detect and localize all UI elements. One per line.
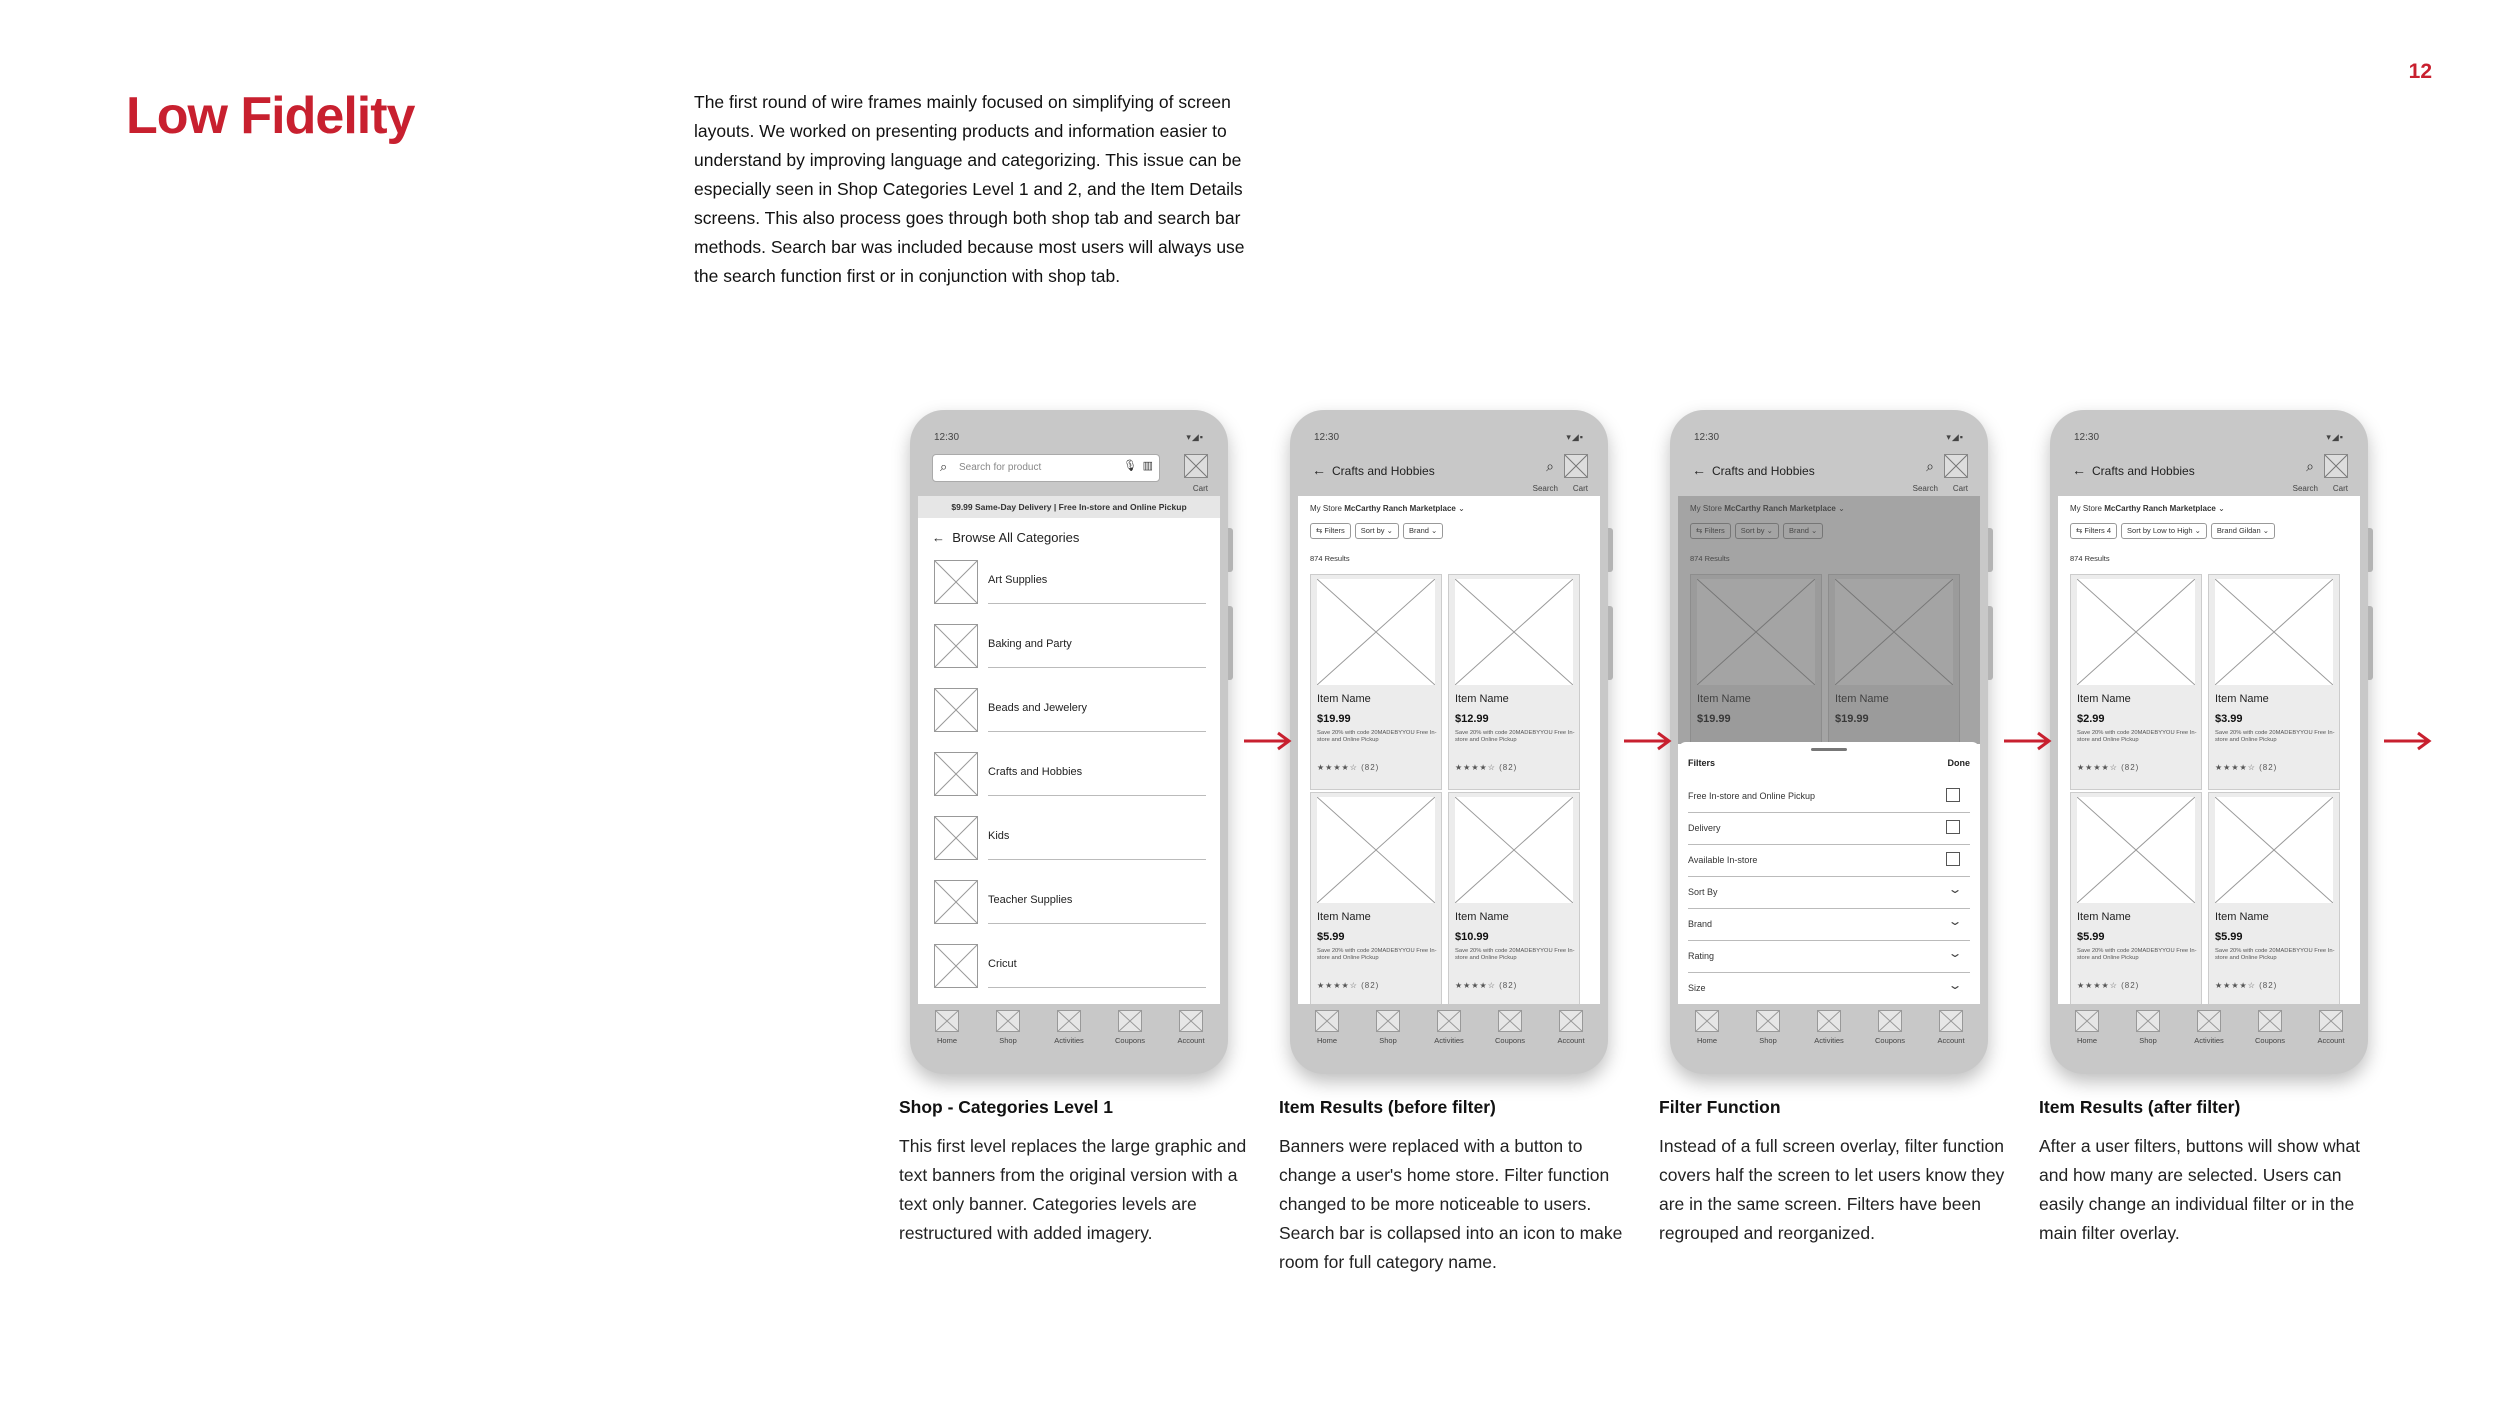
category-image-placeholder: [934, 816, 978, 860]
category-item[interactable]: [934, 874, 1206, 924]
category-item[interactable]: [934, 554, 1206, 604]
product-promo: Save 20% with code 20MADEBYYOU Free In-store and Online Pickup: [1317, 730, 1437, 743]
nav-activities[interactable]: [2184, 1010, 2234, 1054]
search-label: Search: [1532, 484, 1558, 493]
category-image-placeholder: [934, 560, 978, 604]
store-name: McCarthy Ranch Marketplace: [1344, 504, 1456, 513]
category-item[interactable]: [934, 938, 1206, 988]
product-image-placeholder: [1455, 797, 1573, 903]
screen-content: [2058, 496, 2360, 1004]
shop-icon: [996, 1010, 1020, 1032]
cart-icon[interactable]: [1564, 454, 1588, 478]
shop-icon: [1756, 1010, 1780, 1032]
nav-label: Account: [1557, 1036, 1585, 1045]
product-card[interactable]: [2208, 574, 2340, 790]
chevron-down-icon: ⌄: [1947, 914, 1963, 928]
chevron-down-icon: ⌄: [2218, 504, 2225, 513]
back-arrow-icon: ←: [932, 530, 953, 545]
status-icons: ▾◢▪: [1566, 432, 1584, 442]
star-rating: ★★★★☆ (82): [2077, 763, 2140, 772]
nav-label: Activities: [1054, 1036, 1084, 1045]
product-name: Item Name: [2077, 911, 2131, 923]
product-promo: Save 20% with code 20MADEBYYOU Free In-store and Online Pickup: [1455, 948, 1575, 961]
bottom-nav: [1298, 1004, 1600, 1054]
nav-activities[interactable]: [1044, 1010, 1094, 1054]
phone-side-button: [1608, 528, 1613, 572]
status-time: 12:30: [1694, 432, 1720, 443]
product-image-placeholder: [1317, 579, 1435, 685]
nav-label: Activities: [1434, 1036, 1464, 1045]
phone-side-button: [1608, 606, 1613, 680]
product-card[interactable]: [2070, 792, 2202, 1004]
divider: [988, 667, 1206, 668]
phone-side-button: [1228, 606, 1233, 680]
results-count: 874 Results: [1310, 554, 1350, 563]
category-item[interactable]: [934, 618, 1206, 668]
product-name: Item Name: [2215, 693, 2269, 705]
product-price: $5.99: [2215, 931, 2243, 943]
category-image-placeholder: [934, 752, 978, 796]
intro-paragraph: The first round of wire frames mainly focused on simplifying of screen layouts. We worked on presenting products and information easier to understand by improving language and categorizing. This issue can be especially seen in Shop Categories Level 1 and 2, and the Item Details screens. This also process goes through both shop tab and search bar methods. Search bar was included because most users will always use the search function first or in conjunction with shop tab.: [694, 92, 1245, 286]
filter-icon: ⇆: [2076, 526, 2085, 535]
nav-account[interactable]: [1166, 1010, 1216, 1054]
barcode-scan-icon[interactable]: ▥: [1142, 460, 1153, 472]
screen-content: [918, 496, 1220, 1004]
search-input[interactable]: [932, 454, 1160, 482]
category-image-placeholder: [934, 880, 978, 924]
star-rating: ★★★★☆ (82): [2215, 981, 2278, 990]
filters-chip[interactable]: [1310, 523, 1351, 539]
category-label: Cricut: [988, 958, 1017, 970]
coupons-icon: [1498, 1010, 1522, 1032]
product-name: Item Name: [2215, 911, 2269, 923]
category-image-placeholder: [934, 688, 978, 732]
brand-chip[interactable]: [1403, 523, 1443, 539]
chevron-down-icon: ⌄: [1947, 882, 1963, 896]
caption-text: This first level replaces the large graphic and text banners from the original version with a text only banner. Categories levels are restructured with added imagery.: [899, 1136, 1247, 1243]
header-title-text: Crafts and Hobbies: [2092, 464, 2195, 478]
caption-item-results-after: [2039, 1097, 2389, 1248]
page-header-title[interactable]: [1312, 462, 1435, 478]
chip-label: Filters 4: [2084, 526, 2112, 535]
phone-filter-function: [1670, 410, 1988, 1074]
status-time: 12:30: [1314, 432, 1340, 443]
product-name: Item Name: [1455, 911, 1509, 923]
flow-arrow-icon: [2382, 731, 2432, 751]
activities-icon: [1057, 1010, 1081, 1032]
filter-label: Rating: [1688, 951, 1715, 961]
app-header: [1298, 450, 1600, 498]
category-image-placeholder: [934, 624, 978, 668]
product-price: $10.99: [1455, 931, 1489, 943]
phone-item-results-after: [2050, 410, 2368, 1074]
caption-title: Shop - Categories Level 1: [899, 1097, 1113, 1117]
nav-home[interactable]: [1302, 1010, 1352, 1054]
caption-text: After a user filters, buttons will show what and how many are selected. Users can easily change an individual filter or in the main filter overlay.: [2039, 1136, 2360, 1243]
bottom-nav: [2058, 1004, 2360, 1054]
nav-label: Coupons: [1494, 1036, 1526, 1045]
category-label: Baking and Party: [988, 638, 1072, 650]
account-icon: [1559, 1010, 1583, 1032]
chevron-down-icon: ⌄: [1458, 504, 1465, 513]
phone-side-button: [2368, 606, 2373, 680]
status-time: 12:30: [934, 432, 960, 443]
nav-coupons[interactable]: [1105, 1010, 1155, 1054]
category-label: Crafts and Hobbies: [988, 766, 1083, 778]
status-bar: [2070, 430, 2348, 446]
caption-title: Item Results (before filter): [1279, 1097, 1496, 1117]
sort-chip[interactable]: [2121, 523, 2207, 539]
store-prefix: My Store: [1310, 504, 1343, 513]
coupons-icon: [2258, 1010, 2282, 1032]
nav-label: Activities: [2194, 1036, 2224, 1045]
checkbox[interactable]: [1946, 852, 1960, 866]
product-image-placeholder: [2215, 579, 2333, 685]
caption-filter-function: [1659, 1097, 2009, 1248]
filter-row-sort-by[interactable]: [1688, 876, 1970, 909]
checkbox[interactable]: [1946, 820, 1960, 834]
filter-label: Free In-store and Online Pickup: [1688, 791, 1816, 801]
status-icons: ▾◢▪: [2326, 432, 2344, 442]
product-promo: Save 20% with code 20MADEBYYOU Free In-store and Online Pickup: [2215, 948, 2335, 961]
phone-shop-categories: [910, 410, 1228, 1074]
phone-side-button: [1988, 528, 1993, 572]
product-image-placeholder: [2215, 797, 2333, 903]
product-name: Item Name: [1455, 693, 1509, 705]
caption-item-results-before: [1279, 1097, 1629, 1277]
product-card[interactable]: [1448, 574, 1580, 790]
product-image-placeholder: [2077, 797, 2195, 903]
category-image-placeholder: [934, 944, 978, 988]
filter-label: Brand: [1688, 919, 1713, 929]
cart-label: Cart: [1572, 484, 1588, 493]
phone-side-button: [1228, 528, 1233, 572]
product-card[interactable]: [2070, 574, 2202, 790]
product-name: Item Name: [2077, 693, 2131, 705]
search-placeholder: Search for product: [959, 462, 1042, 473]
browse-all-categories-link[interactable]: [932, 530, 1079, 545]
filters-chip[interactable]: [2070, 523, 2117, 539]
divider: [988, 795, 1206, 796]
status-bar: [1690, 430, 1968, 446]
chevron-down-icon: ⌄: [2192, 526, 2201, 535]
product-price: $2.99: [2077, 713, 2105, 725]
header-title-text: Crafts and Hobbies: [1332, 464, 1435, 478]
results-count: 874 Results: [2070, 554, 2110, 563]
nav-shop[interactable]: [983, 1010, 1033, 1054]
chip-label: Brand: [1408, 526, 1429, 535]
filters-title: Filters: [1688, 758, 1716, 768]
star-rating: ★★★★☆ (82): [1317, 981, 1380, 990]
status-bar: [1310, 430, 1588, 446]
product-image-placeholder: [1455, 579, 1573, 685]
caption-text: Instead of a full screen overlay, filter function covers half the screen to let users know they are in the same screen. Filters have been regrouped and reorganized.: [1659, 1136, 2005, 1243]
page-header-title[interactable]: [1692, 462, 1815, 478]
divider: [988, 859, 1206, 860]
drag-handle[interactable]: [1811, 748, 1847, 751]
search-icon: ⌕: [940, 459, 948, 474]
store-prefix: My Store: [2070, 504, 2103, 513]
product-price: $5.99: [1317, 931, 1345, 943]
account-icon: [2319, 1010, 2343, 1032]
nav-label: Coupons: [1874, 1036, 1906, 1045]
star-rating: ★★★★☆ (82): [2077, 981, 2140, 990]
category-item[interactable]: [934, 746, 1206, 796]
nav-activities[interactable]: [1424, 1010, 1474, 1054]
account-icon: [1179, 1010, 1203, 1032]
product-price: $19.99: [1317, 713, 1351, 725]
screen-content: [1298, 496, 1600, 1004]
status-bar: [930, 430, 1208, 446]
caption-text: Banners were replaced with a button to change a user's home store. Filter function changed to be more noticeable to users. Search bar is collapsed into an icon to make room for full category name.: [1279, 1136, 1623, 1272]
nav-account[interactable]: [1926, 1010, 1976, 1054]
nav-coupons[interactable]: [2245, 1010, 2295, 1054]
nav-shop[interactable]: [2123, 1010, 2173, 1054]
cart-label: Cart: [2332, 484, 2348, 493]
filter-row-pickup[interactable]: [1688, 780, 1970, 813]
star-rating: ★★★★☆ (82): [2215, 763, 2278, 772]
filter-chips: [1310, 520, 1447, 536]
filter-label: Delivery: [1688, 823, 1721, 833]
divider: [988, 603, 1206, 604]
chip-label: Filters: [1324, 526, 1345, 535]
nav-home[interactable]: [922, 1010, 972, 1054]
product-promo: Save 20% with code 20MADEBYYOU Free In-store and Online Pickup: [2215, 730, 2335, 743]
filter-bottom-sheet: [1678, 742, 1980, 1004]
home-icon: [935, 1010, 959, 1032]
divider: [988, 731, 1206, 732]
app-header: [918, 450, 1220, 498]
filter-label: Size: [1688, 983, 1706, 993]
chevron-down-icon: ⌄: [2260, 526, 2270, 535]
divider: [988, 923, 1206, 924]
brand-chip[interactable]: [2211, 523, 2275, 539]
category-label: Teacher Supplies: [988, 894, 1073, 906]
page-title: Low Fidelity: [126, 87, 415, 145]
nav-label: Account: [1937, 1036, 1965, 1045]
cart-label: Cart: [1952, 484, 1968, 493]
caption-title: Item Results (after filter): [2039, 1097, 2241, 1117]
phone-side-button: [1988, 606, 1993, 680]
cart-label: Cart: [1192, 484, 1208, 493]
home-icon: [2075, 1010, 2099, 1032]
promo-banner: $9.99 Same-Day Delivery | Free In-store and Online Pickup: [918, 496, 1220, 518]
search-label: Search: [2292, 484, 2318, 493]
sort-chip[interactable]: [1355, 523, 1399, 539]
product-name: Item Name: [1317, 693, 1371, 705]
header-title-text: Crafts and Hobbies: [1712, 464, 1815, 478]
category-label: Art Supplies: [988, 574, 1048, 586]
app-header: [1678, 450, 1980, 498]
product-promo: Save 20% with code 20MADEBYYOU Free In-store and Online Pickup: [2077, 730, 2197, 743]
nav-label: Coupons: [1114, 1036, 1146, 1045]
status-icons: ▾◢▪: [1186, 432, 1204, 442]
product-name: Item Name: [1317, 911, 1371, 923]
nav-label: Coupons: [2254, 1036, 2286, 1045]
screen-content: [1678, 496, 1980, 1004]
activities-icon: [1817, 1010, 1841, 1032]
chip-label: Brand Gildan: [2216, 526, 2261, 535]
nav-coupons[interactable]: [1485, 1010, 1535, 1054]
bottom-nav: [918, 1004, 1220, 1054]
nav-label: Account: [1177, 1036, 1205, 1045]
product-price: $3.99: [2215, 713, 2243, 725]
shop-icon: [1376, 1010, 1400, 1032]
filter-label: Sort By: [1688, 887, 1718, 897]
filter-row-rating[interactable]: [1688, 940, 1970, 973]
nav-home[interactable]: [1682, 1010, 1732, 1054]
product-promo: Save 20% with code 20MADEBYYOU Free In-store and Online Pickup: [2077, 948, 2197, 961]
flow-arrow-icon: [1622, 731, 1672, 751]
star-rating: ★★★★☆ (82): [1455, 981, 1518, 990]
caption-shop-categories: [899, 1097, 1249, 1248]
coupons-icon: [1878, 1010, 1902, 1032]
nav-label: Shop: [1379, 1036, 1397, 1045]
coupons-icon: [1118, 1010, 1142, 1032]
star-rating: ★★★★☆ (82): [1317, 763, 1380, 772]
product-card[interactable]: [1448, 792, 1580, 1004]
filter-chips: [2070, 520, 2279, 536]
cart-icon[interactable]: [2324, 454, 2348, 478]
product-image-placeholder: [2077, 579, 2195, 685]
product-card[interactable]: [1310, 792, 1442, 1004]
page-header-title[interactable]: [2072, 462, 2195, 478]
nav-shop[interactable]: [1743, 1010, 1793, 1054]
app-header: [2058, 450, 2360, 498]
nav-label: Home: [1696, 1036, 1717, 1045]
flow-arrow-icon: [1242, 731, 1292, 751]
home-icon: [1315, 1010, 1339, 1032]
status-icons: ▾◢▪: [1946, 432, 1964, 442]
done-button[interactable]: Done: [1947, 758, 1970, 768]
search-label: Search: [1912, 484, 1938, 493]
account-icon: [1939, 1010, 1963, 1032]
back-arrow-icon[interactable]: ←: [1312, 462, 1326, 478]
product-price: $5.99: [2077, 931, 2105, 943]
cart-icon[interactable]: [1184, 454, 1208, 478]
category-item[interactable]: [934, 810, 1206, 860]
activities-icon: [2197, 1010, 2221, 1032]
nav-label: Home: [936, 1036, 957, 1045]
bottom-nav: [1678, 1004, 1980, 1054]
chevron-down-icon: ⌄: [1947, 978, 1963, 992]
nav-shop[interactable]: [1363, 1010, 1413, 1054]
search-icon[interactable]: ⌕: [1926, 458, 1934, 474]
chip-label: Sort by: [1360, 526, 1385, 535]
phone-side-button: [2368, 528, 2373, 572]
nav-activities[interactable]: [1804, 1010, 1854, 1054]
chevron-down-icon: ⌄: [1384, 526, 1393, 535]
search-icon[interactable]: ⌕: [2306, 458, 2314, 474]
chevron-down-icon: ⌄: [1428, 526, 1438, 535]
nav-label: Home: [2076, 1036, 2097, 1045]
store-selector[interactable]: [2070, 504, 2225, 513]
product-promo: Save 20% with code 20MADEBYYOU Free In-store and Online Pickup: [1317, 948, 1437, 961]
filter-row-size[interactable]: [1688, 972, 1970, 1004]
status-time: 12:30: [2074, 432, 2100, 443]
divider: [988, 987, 1206, 988]
product-price: $12.99: [1455, 713, 1489, 725]
page-number: 12: [2408, 60, 2432, 83]
product-promo: Save 20% with code 20MADEBYYOU Free In-store and Online Pickup: [1455, 730, 1575, 743]
product-card[interactable]: [1310, 574, 1442, 790]
nav-label: Activities: [1814, 1036, 1844, 1045]
nav-label: Shop: [1759, 1036, 1777, 1045]
nav-account[interactable]: [1546, 1010, 1596, 1054]
chevron-down-icon: ⌄: [1947, 946, 1963, 960]
nav-label: Account: [2317, 1036, 2345, 1045]
search-icon[interactable]: ⌕: [1546, 458, 1554, 474]
product-image-placeholder: [1317, 797, 1435, 903]
nav-coupons[interactable]: [1865, 1010, 1915, 1054]
nav-home[interactable]: [2062, 1010, 2112, 1054]
cart-icon[interactable]: [1944, 454, 1968, 478]
microphone-icon[interactable]: 🎙: [1123, 460, 1137, 472]
caption-title: Filter Function: [1659, 1097, 1781, 1117]
category-label: Kids: [988, 830, 1010, 842]
category-label: Beads and Jewelery: [988, 702, 1088, 714]
shop-icon: [2136, 1010, 2160, 1032]
browse-label: Browse All Categories: [952, 530, 1080, 545]
flow-arrow-icon: [2002, 731, 2052, 751]
activities-icon: [1437, 1010, 1461, 1032]
nav-label: Home: [1316, 1036, 1337, 1045]
dim-overlay[interactable]: [1678, 496, 1980, 744]
filter-row-in-store[interactable]: [1688, 844, 1970, 877]
store-selector[interactable]: [1310, 504, 1465, 513]
filter-label: Available In-store: [1688, 855, 1758, 865]
filter-icon: ⇆: [1316, 526, 1325, 535]
back-arrow-icon[interactable]: ←: [1692, 462, 1706, 478]
phone-item-results-before: [1290, 410, 1608, 1074]
category-item[interactable]: [934, 682, 1206, 732]
chip-label: Sort by Low to High: [2127, 526, 2193, 535]
checkbox[interactable]: [1946, 788, 1960, 802]
nav-label: Shop: [999, 1036, 1017, 1045]
nav-account[interactable]: [2306, 1010, 2356, 1054]
nav-label: Shop: [2139, 1036, 2157, 1045]
back-arrow-icon[interactable]: ←: [2072, 462, 2086, 478]
home-icon: [1695, 1010, 1719, 1032]
filter-row-brand[interactable]: [1688, 908, 1970, 941]
filter-row-delivery[interactable]: [1688, 812, 1970, 845]
product-card[interactable]: [2208, 792, 2340, 1004]
store-name: McCarthy Ranch Marketplace: [2104, 504, 2216, 513]
star-rating: ★★★★☆ (82): [1455, 763, 1518, 772]
